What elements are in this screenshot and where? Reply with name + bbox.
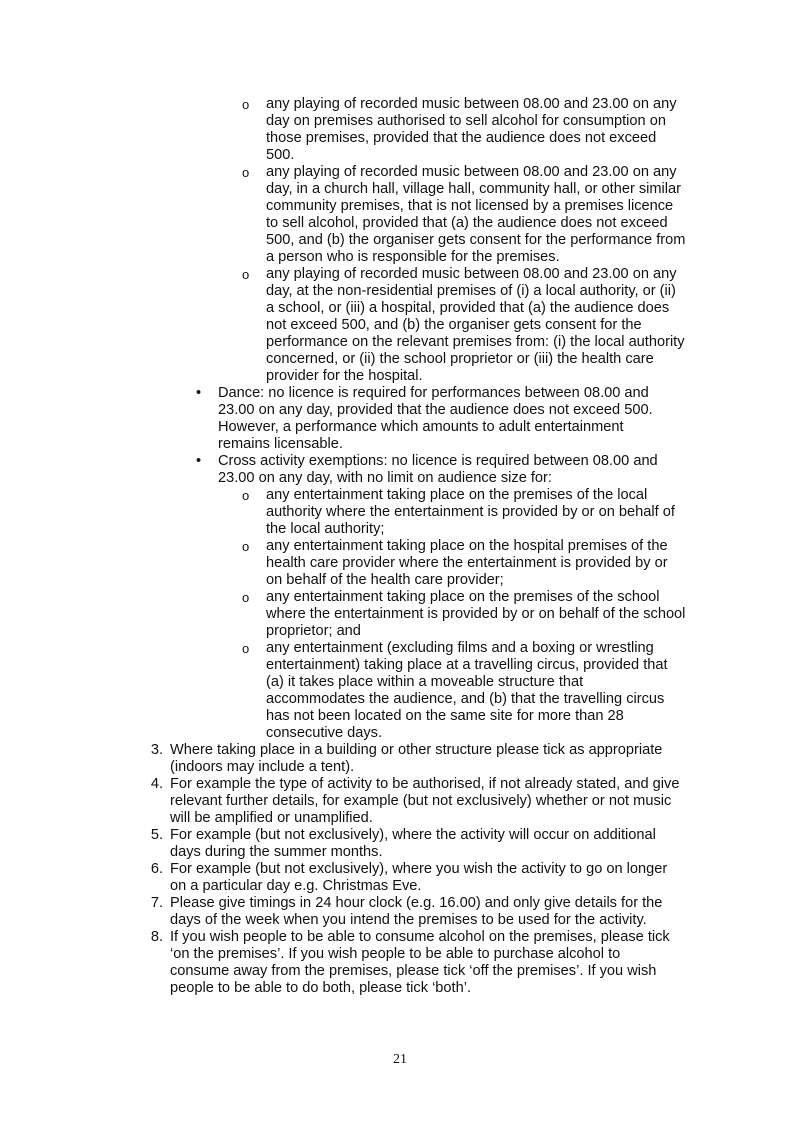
list-item-text: any entertainment taking place on the hospital premises of the health care provider where the entertainment is provided by or on behalf of the health care provider; xyxy=(266,538,668,588)
note-item xyxy=(150,742,680,776)
circle-bullet: o xyxy=(242,97,250,112)
note-number: 7. xyxy=(150,895,163,911)
note-number: 5. xyxy=(150,827,163,843)
circle-bullet: o xyxy=(242,488,250,503)
cross-activity-item xyxy=(196,453,678,487)
circle-bullet: o xyxy=(242,165,250,180)
note-text: If you wish people to be able to consume alcohol on the premises, please tick ‘on the premises’. If you wish people to be able to purchase alcohol to consume away from the premises, please tick ‘off the premises’. If you wish people to be able to do both, please tick ‘both’. xyxy=(170,929,670,996)
circle-bullet: o xyxy=(242,267,250,282)
note-number: 3. xyxy=(150,742,163,758)
page-number: 21 xyxy=(393,1052,407,1067)
note-item xyxy=(150,929,680,997)
dance-item xyxy=(196,385,678,453)
bullet: • xyxy=(196,453,202,469)
list-item-text: any entertainment taking place on the premises of the local authority where the entertainment is provided by or on behalf of the local authority; xyxy=(266,487,675,537)
list-item xyxy=(242,538,686,589)
note-text: Please give timings in 24 hour clock (e.g. 16.00) and only give details for the days of the week when you intend the premises to be used for the activity. xyxy=(170,895,663,928)
bullet: • xyxy=(196,385,202,401)
note-text: For example the type of activity to be authorised, if not already stated, and give relevant further details, for example (but not exclusively) whether or not music will be amplified or unamplified. xyxy=(170,776,680,826)
circle-bullet: o xyxy=(242,590,250,605)
note-text: For example (but not exclusively), where the activity will occur on additional days during the summer months. xyxy=(170,827,656,860)
circle-bullet: o xyxy=(242,641,250,656)
note-text: For example (but not exclusively), where you wish the activity to go on longer on a particular day e.g. Christmas Eve. xyxy=(170,861,668,894)
list-item xyxy=(242,640,686,742)
note-text: Where taking place in a building or other structure please tick as appropriate (indoors may include a tent). xyxy=(170,742,663,775)
circle-bullet: o xyxy=(242,539,250,554)
list-item-text: any entertainment (excluding films and a boxing or wrestling entertainment) taking place at a travelling circus, provided that (a) it takes place within a moveable structure that accommodates the audience, and (b) that the travelling circus has not been located on the same site for more than 28 consecutive days. xyxy=(266,640,668,741)
dance-text: Dance: no licence is required for performances between 08.00 and 23.00 on any day, provided that the audience does not exceed 500. However, a performance which amounts to adult entertainment remains licensable. xyxy=(218,385,653,452)
list-item-text: any playing of recorded music between 08.00 and 23.00 on any day, in a church hall, village hall, community hall, or other similar community premises, that is not licensed by a premises licence to sell alcohol, provided that (a) the audience does not exceed 500, and (b) the organiser gets consent for the performance from a person who is responsible for the premises. xyxy=(266,164,686,265)
note-number: 4. xyxy=(150,776,163,792)
note-item xyxy=(150,895,680,929)
list-item-text: any playing of recorded music between 08.00 and 23.00 on any day on premises authorised to sell alcohol for consumption on those premises, provided that the audience does not exceed 500. xyxy=(266,96,677,163)
note-item xyxy=(150,861,680,895)
list-item xyxy=(242,589,686,640)
list-item xyxy=(242,266,686,385)
list-item xyxy=(242,164,686,266)
list-item-text: any playing of recorded music between 08.00 and 23.00 on any day, at the non-residential premises of (i) a local authority, or (ii) a school, or (iii) a hospital, provided that (a) the audience does not exceed 500, and (b) the organiser gets consent for the performance on the relevant premises from: (i) the local authority concerned, or (ii) the school proprietor or (iii) the health care provider for the hospital. xyxy=(266,266,685,384)
note-item xyxy=(150,827,680,861)
list-item xyxy=(242,96,686,164)
page-content xyxy=(0,96,800,997)
cross-activity-intro: Cross activity exemptions: no licence is required between 08.00 and 23.00 on any day, with no limit on audience size for: xyxy=(218,453,658,486)
note-number: 8. xyxy=(150,929,163,945)
list-item-text: any entertainment taking place on the premises of the school where the entertainment is provided by or on behalf of the school proprietor; and xyxy=(266,589,686,639)
list-item xyxy=(242,487,686,538)
note-number: 6. xyxy=(150,861,163,877)
note-item xyxy=(150,776,680,827)
